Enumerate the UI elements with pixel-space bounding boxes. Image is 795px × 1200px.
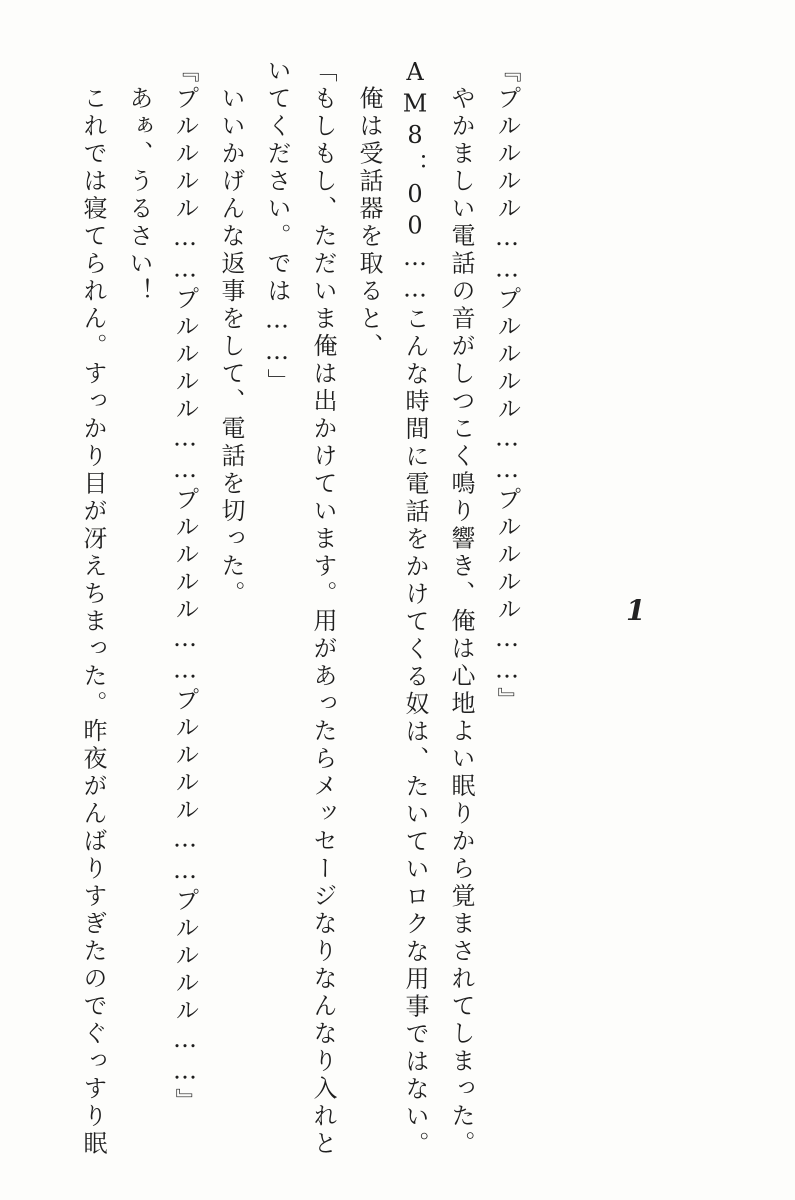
page-text: [70, 58, 530, 1192]
text-line-phone-ring-2: 『プルルルル……プルルルル……プルルルル……プルルルル……プルルルル……』: [171, 58, 199, 1116]
text-line: 俺は受話器を取ると、: [355, 58, 383, 361]
text-line: やかましい電話の音がしつこく鳴り響き、俺は心地よい眠りから覚まされてしまった。: [447, 58, 475, 1158]
text-line: 「もしもし、ただいま俺は出かけています。用があったらメッセージなりなんなり入れと: [309, 58, 337, 1158]
text-line: AM8：00……こんな時間に電話をかけてくる奴は、たいていロクな用事ではない。: [401, 58, 429, 1159]
text-line: いいかげんな返事をして、電話を切った。: [217, 58, 245, 608]
text-line: これでは寝てられん。すっかり目が冴えちまった。昨夜がんばりすぎたのでぐっすり眠: [79, 58, 107, 1158]
text-line-phone-ring-1: 『プルルルル……プルルルル……プルルルル……』: [493, 58, 521, 715]
text-line: いてください。では……」: [263, 58, 291, 396]
text-line: あぁ、うるさい！: [125, 58, 153, 306]
page-number: 1: [626, 594, 646, 627]
